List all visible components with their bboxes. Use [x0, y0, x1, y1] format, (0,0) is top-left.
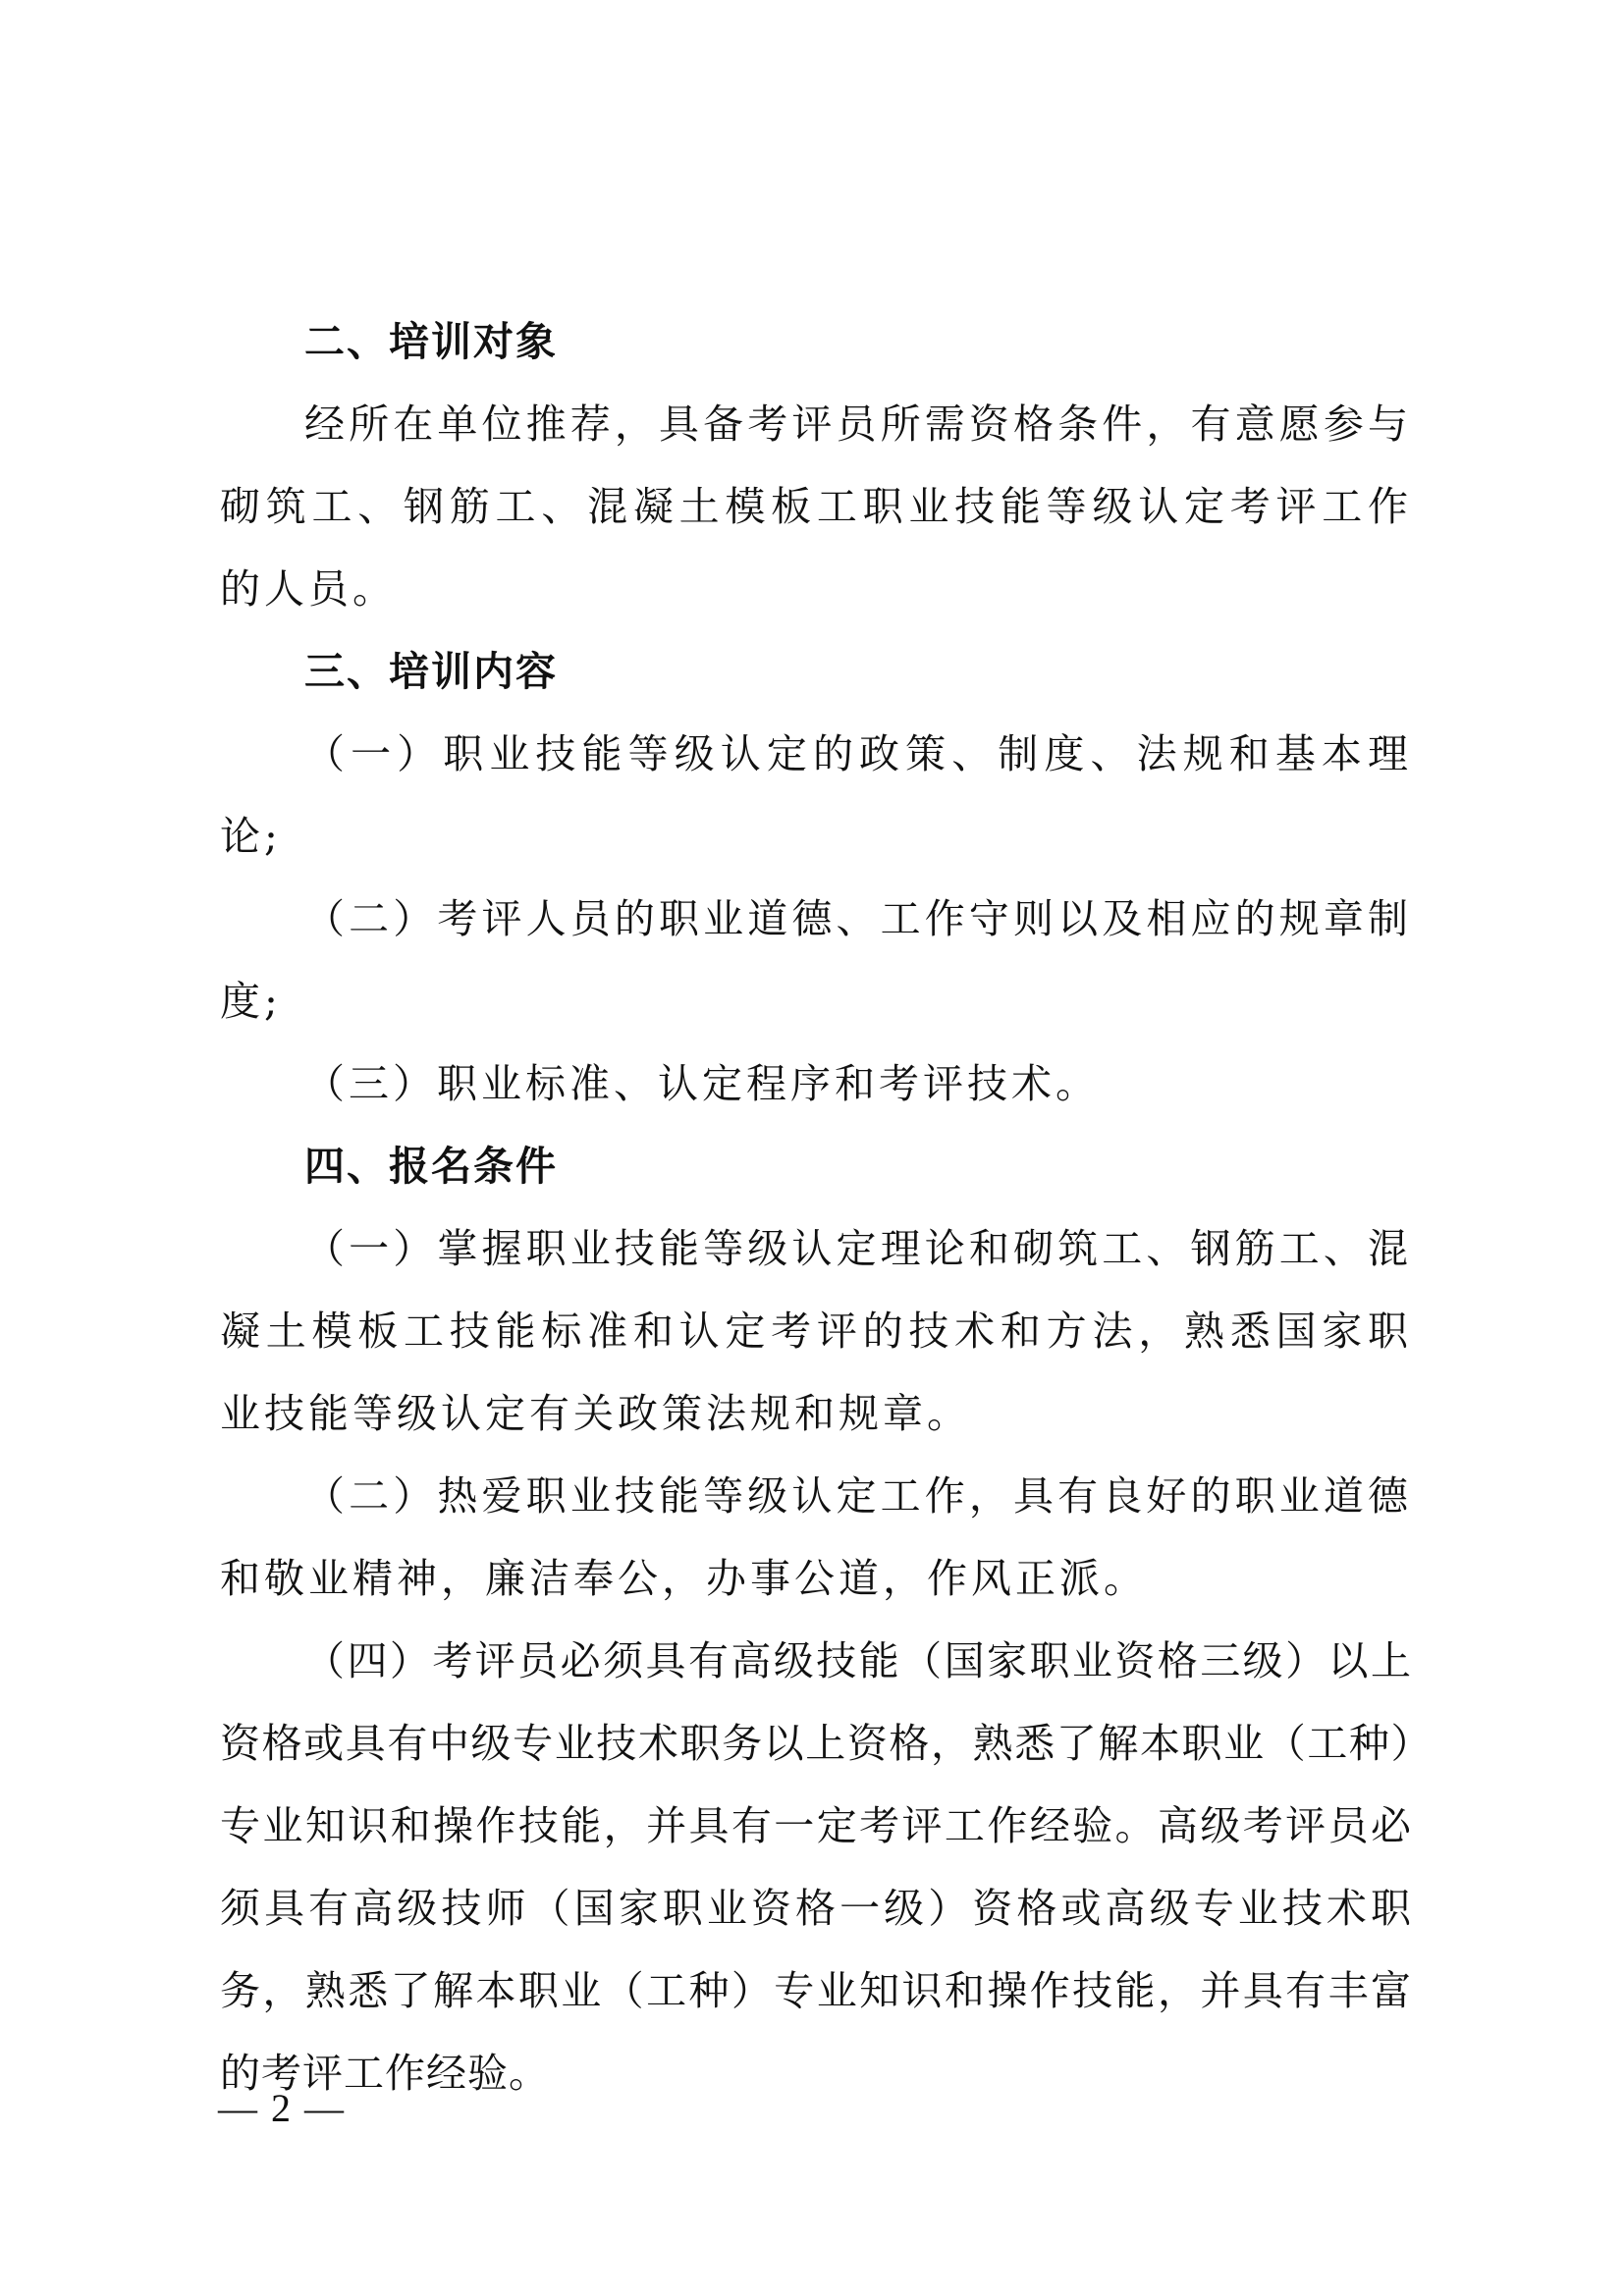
section-heading-registration-conditions: 四、报名条件	[304, 1143, 558, 1190]
paragraph-content-item-3: （三）职业标准、认定程序和考评技术。	[304, 1060, 1100, 1107]
paragraph-content-item-2: （二）考评人员的职业道德、工作守则以及相应的规章制度;	[220, 895, 1412, 1025]
section-heading-training-targets: 二、培训对象	[304, 318, 558, 365]
paragraph-condition-item-1: （一）掌握职业技能等级认定理论和砌筑工、钢筋工、混凝土模板工技能标准和认定考评的技术和方法，熟悉国家职业技能等级认定有关政策法规和规章。	[220, 1225, 1412, 1437]
paragraph-condition-item-2: （二）热爱职业技能等级认定工作，具有良好的职业道德和敬业精神，廉洁奉公，办事公道，作风正派。	[220, 1472, 1412, 1602]
page-number: — 2 —	[218, 2086, 346, 2130]
paragraph-condition-item-4: （四）考评员必须具有高级技能（国家职业资格三级）以上资格或具有中级专业技术职务以上资格，熟悉了解本职业（工种）专业知识和操作技能，并具有一定考评工作经验。高级考评员必须具有高级技师（国家职业资格一级）资格或高级专业技术职务，熟悉了解本职业（工种）专业知识和操作技能，并具有丰富的考评工作经验。	[220, 1637, 1412, 2097]
paragraph-training-targets: 经所在单位推荐，具备考评员所需资格条件，有意愿参与砌筑工、钢筋工、混凝土模板工职业技能等级认定考评工作的人员。	[220, 400, 1412, 613]
paragraph-content-item-1: （一）职业技能等级认定的政策、制度、法规和基本理论;	[220, 730, 1412, 860]
section-heading-training-content: 三、培训内容	[304, 648, 558, 695]
document-body	[220, 300, 1412, 2114]
